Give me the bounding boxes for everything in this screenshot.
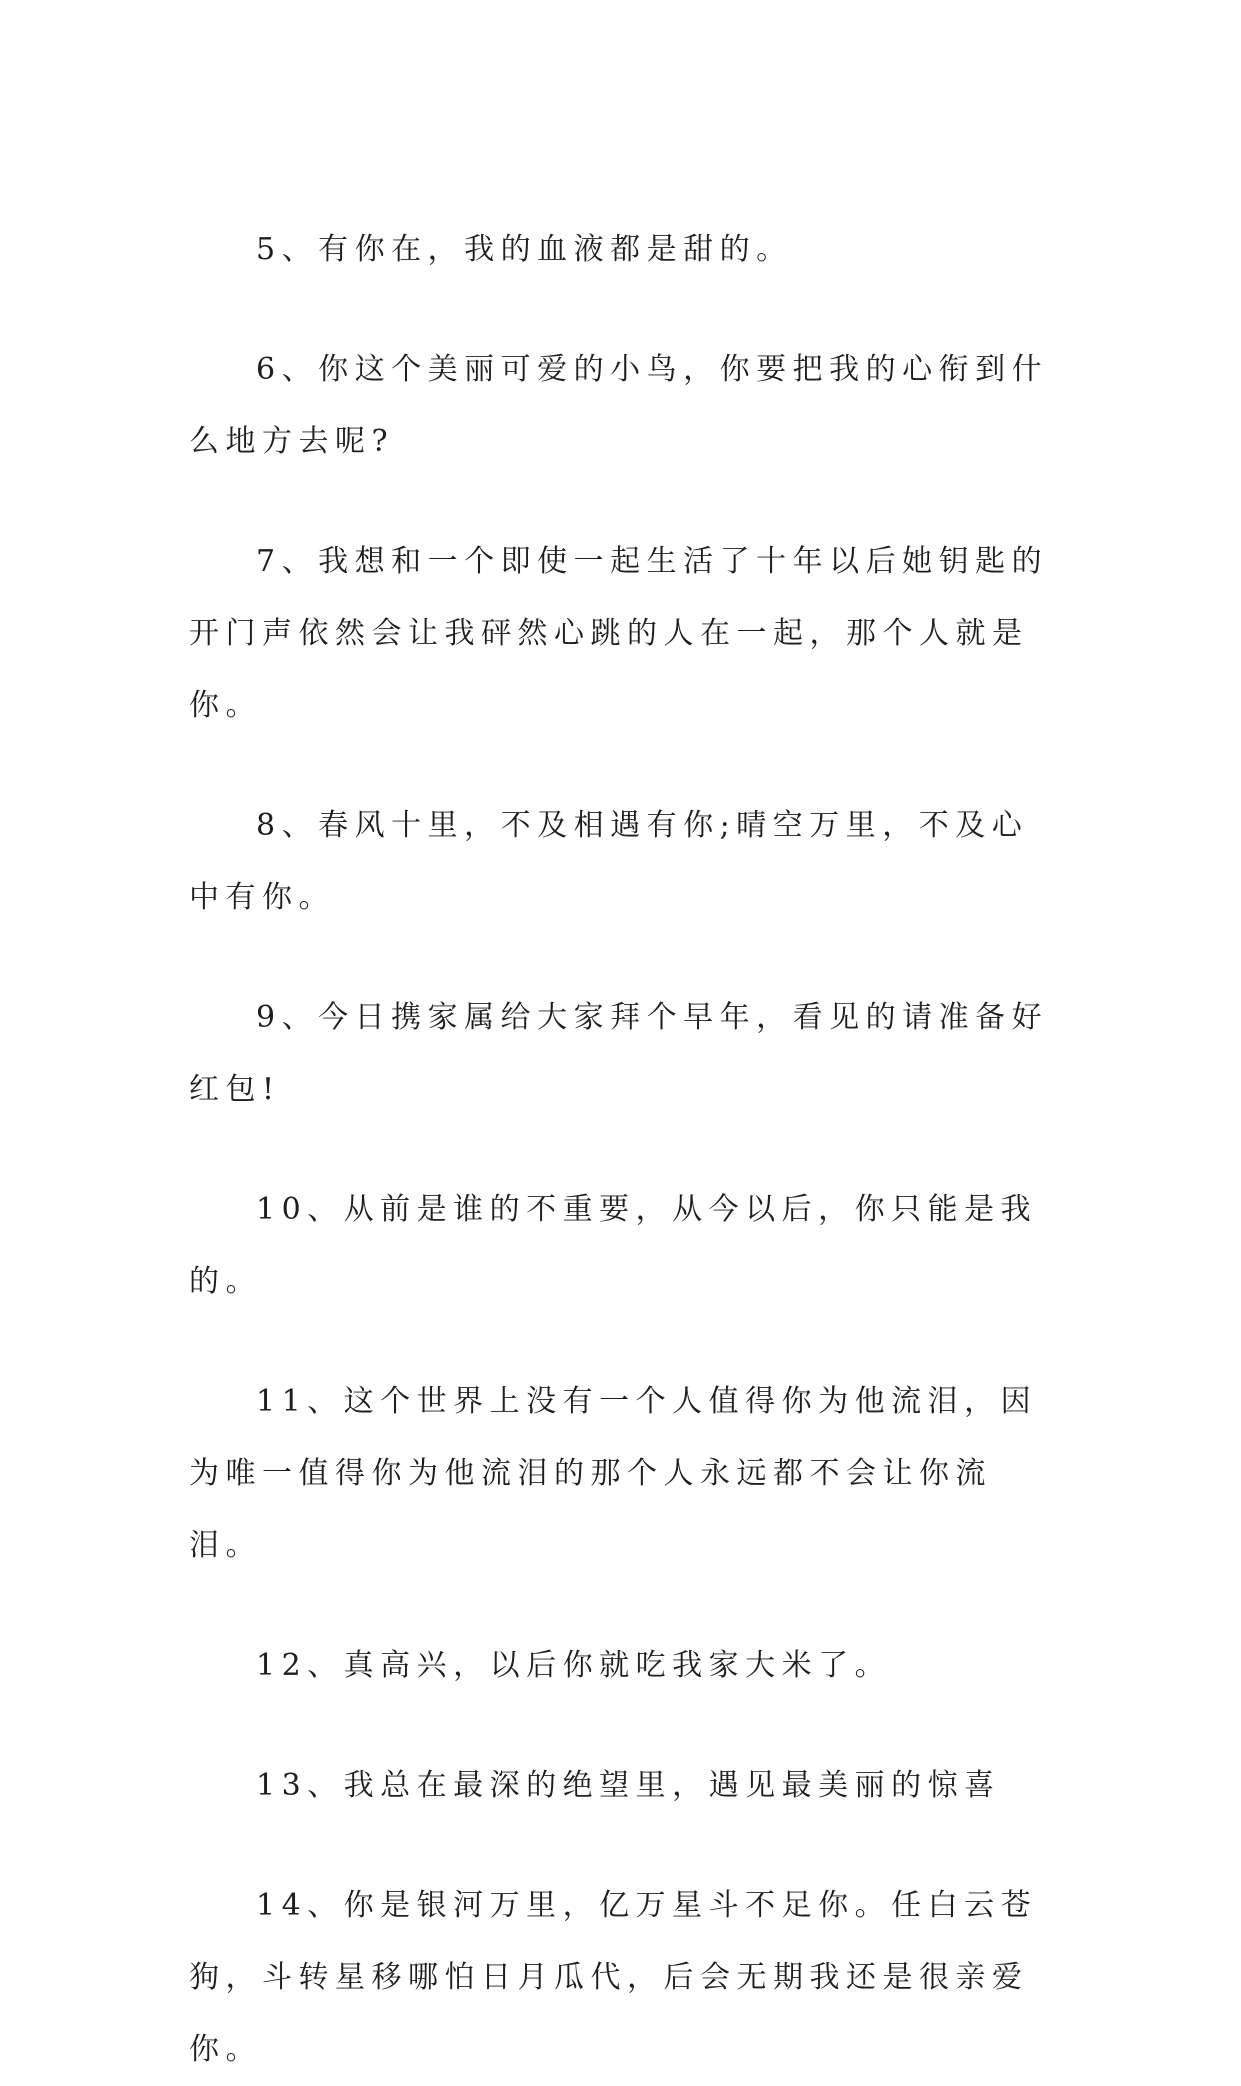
paragraph-item-13: 13、我总在最深的绝望里，遇见最美丽的惊喜 xyxy=(256,1768,1001,1803)
paragraph-item-6: 6、你这个美丽可爱的小鸟，你要把我的心衔到什么地方去呢? xyxy=(189,352,1049,459)
paragraph-item-8: 8、春风十里，不及相遇有你;晴空万里，不及心中有你。 xyxy=(189,808,1029,915)
paragraph-item-12: 12、真高兴，以后你就吃我家大米了。 xyxy=(256,1648,892,1683)
paragraph-item-14: 14、你是银河万里，亿万星斗不足你。任白云苍狗，斗转星移哪怕日月瓜代，后会无期我还是很亲爱你。 xyxy=(189,1888,1038,2067)
paragraph-item-10: 10、从前是谁的不重要，从今以后，你只能是我的。 xyxy=(189,1192,1038,1299)
document-body xyxy=(189,214,1059,2086)
paragraph-item-11: 11、这个世界上没有一个人值得你为他流泪，因为唯一值得你为他流泪的那个人永远都不会让你流泪。 xyxy=(189,1384,1038,1563)
paragraph-item-7: 7、我想和一个即使一起生活了十年以后她钥匙的开门声依然会让我砰然心跳的人在一起，那个人就是你。 xyxy=(189,544,1049,723)
paragraph-item-5: 5、有你在，我的血液都是甜的。 xyxy=(256,232,793,267)
paragraph-item-9: 9、今日携家属给大家拜个早年，看见的请准备好红包! xyxy=(189,1000,1049,1107)
